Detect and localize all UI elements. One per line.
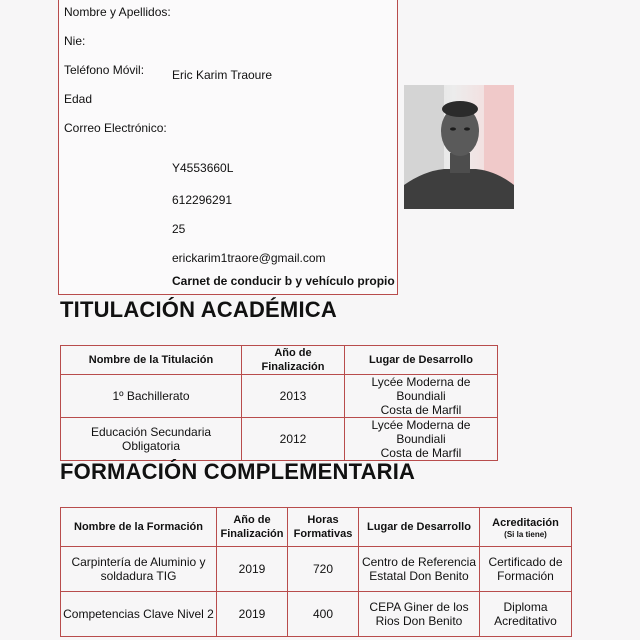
profile-photo-illustration (404, 85, 514, 209)
table-header-row (61, 346, 498, 375)
header-hours-line2: Formativas (293, 528, 353, 540)
cell-accreditation-line1: Diploma (503, 600, 548, 614)
header-place: Lugar de Desarrollo (359, 508, 480, 547)
header-year-line1: Año de (233, 514, 271, 526)
cell-place (345, 418, 498, 461)
cell-accreditation (480, 592, 572, 637)
table-row (61, 418, 498, 461)
header-year-line2: Finalización (220, 528, 284, 540)
cell-training-name-line1: Carpintería de Aluminio y (71, 555, 206, 569)
cell-training-name: Competencias Clave Nivel 2 (61, 592, 217, 637)
complementary-section-title: FORMACIÓN COMPLEMENTARIA (60, 459, 416, 484)
cell-place (345, 375, 498, 418)
table-header-row (61, 508, 572, 547)
cell-place-line2: Rios Don Benito (375, 614, 463, 628)
cell-year: 2012 (242, 418, 345, 461)
cell-year: 2019 (217, 592, 288, 637)
value-age: 25 (172, 222, 186, 236)
header-year: Año de Finalización (242, 346, 345, 375)
header-title-name: Nombre de la Titulación (61, 346, 242, 375)
cell-accreditation-line2: Acreditativo (494, 614, 557, 628)
header-hours (288, 508, 359, 547)
cell-accreditation (480, 547, 572, 592)
cell-title-name: Educación Secundaria Obligatoria (61, 418, 242, 461)
cell-place (359, 592, 480, 637)
academic-section-title: TITULACIÓN ACADÉMICA (60, 297, 337, 322)
header-place: Lugar de Desarrollo (345, 346, 498, 375)
complementary-table (60, 507, 572, 637)
cell-accreditation-line2: Formación (497, 569, 554, 583)
value-name: Eric Karim Traoure (172, 68, 273, 82)
table-row (61, 547, 572, 592)
label-name: Nombre y Apellidos: (64, 5, 171, 19)
cell-place-line2: Costa de Marfil (380, 403, 462, 417)
value-license: Carnet de conducir b y vehículo propio (172, 274, 395, 288)
cell-hours: 720 (288, 547, 359, 592)
cell-year: 2013 (242, 375, 345, 418)
academic-table (60, 345, 498, 461)
cell-accreditation-line1: Certificado de (488, 555, 563, 569)
value-email: erickarim1traore@gmail.com (172, 251, 326, 265)
cell-year: 2019 (217, 547, 288, 592)
cell-place-line2: Costa de Marfil (380, 446, 462, 460)
header-accreditation-note: (Si la tiene) (504, 529, 547, 539)
cell-place-line2: Estatal Don Benito (369, 569, 469, 583)
profile-photo (404, 85, 514, 209)
cell-place-line1: CEPA Giner de los (369, 600, 469, 614)
table-row (61, 375, 498, 418)
label-age: Edad (64, 92, 93, 106)
contact-info-box (58, 0, 398, 295)
cell-place-line1: Lycée Moderna de Boundiali (371, 418, 471, 446)
label-nie: Nie: (64, 34, 86, 48)
cell-title-name: 1º Bachillerato (61, 375, 242, 418)
header-accreditation (480, 508, 572, 547)
cell-training-name-line2: soldadura TIG (100, 569, 177, 583)
label-phone: Teléfono Móvil: (64, 63, 145, 77)
header-accreditation-label: Acreditación (492, 516, 559, 529)
table-row (61, 592, 572, 637)
cell-hours: 400 (288, 592, 359, 637)
header-training-name: Nombre de la Formación (61, 508, 217, 547)
label-email: Correo Electrónico: (64, 121, 167, 135)
cell-place (359, 547, 480, 592)
header-hours-line1: Horas (307, 514, 339, 526)
value-nie: Y4553660L (172, 161, 234, 175)
cell-training-name (61, 547, 217, 592)
cell-place-line1: Centro de Referencia (361, 555, 477, 569)
value-phone: 612296291 (172, 193, 233, 207)
header-year (217, 508, 288, 547)
cell-place-line1: Lycée Moderna de Boundiali (371, 375, 471, 403)
